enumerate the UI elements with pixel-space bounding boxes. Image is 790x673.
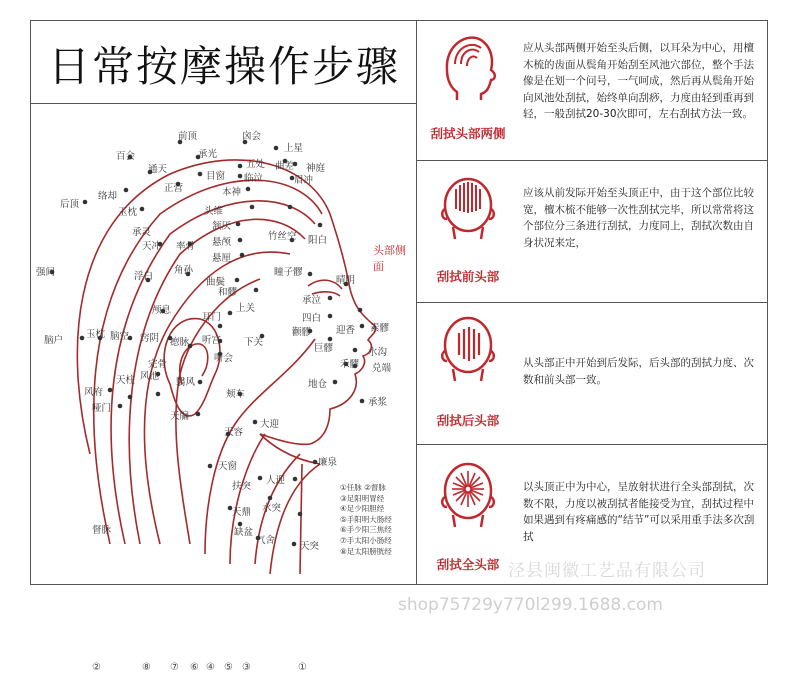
point-label: 通天 bbox=[148, 164, 168, 175]
legend-item: ⑦手太阳小肠经 bbox=[340, 535, 392, 545]
point-label: 天窗 bbox=[218, 461, 238, 472]
point-label: 四白 bbox=[302, 313, 322, 324]
point-label: 晴明 bbox=[336, 275, 356, 286]
point-label: 神庭 bbox=[306, 163, 326, 174]
point-label: 后顶 bbox=[60, 199, 80, 210]
point-label: 承灵 bbox=[132, 227, 152, 238]
page-title: 日常按摩操作步骤 bbox=[48, 42, 401, 91]
point-label: 临泣 bbox=[244, 173, 264, 184]
point-label: 竹丝空 bbox=[268, 231, 297, 242]
step-label: 刮拭前头部 bbox=[436, 269, 500, 284]
point-label: 听宫 bbox=[202, 335, 222, 346]
point-label: 悬厘 bbox=[212, 253, 232, 264]
point-label: 颧髎 bbox=[292, 327, 312, 338]
legend-item: ⑥手少阳三焦经 bbox=[340, 525, 392, 535]
point-label: 大迎 bbox=[260, 419, 280, 430]
point-label: 颅息 bbox=[152, 305, 172, 316]
bottom-number: ⑥ bbox=[190, 662, 199, 673]
point-label: 强间 bbox=[36, 267, 56, 278]
point-label: 头维 bbox=[204, 206, 224, 217]
bottom-number: ⑤ bbox=[224, 662, 233, 673]
point-label: 浮白 bbox=[134, 271, 154, 282]
head-front-icon bbox=[437, 175, 499, 243]
point-label: 廉泉 bbox=[318, 457, 338, 468]
legend-item: ⑤手阳明大肠经 bbox=[340, 514, 392, 524]
point-label: 天容 bbox=[224, 427, 244, 438]
step-text: 应该从前发际开始至头顶正中，由于这个部位比较宽，檀木梳不能够一次性刮拭完毕，所以常常将这个部位分三条进行刮拭，力度同上，刮拭次数由自身状况来定， bbox=[523, 187, 754, 249]
step-row-back bbox=[417, 303, 768, 445]
step-text: 从头部正中开始到后发际，后头部的刮拭力度、次数和前头部一致。 bbox=[523, 357, 754, 386]
point-label: 囟会 bbox=[242, 131, 262, 142]
step-text: 应从头部两侧开始至头后侧，以耳朵为中心，用檀木梳的齿面从鬓角开始刮至风池穴部位，整个手法像是在划一个问号，一气呵成，然后再从鬓角开始向风池处刮拭，始终单向刮痧，力度由轻到重再到轻，一般刮拭20-30次即可，左右刮拭方法一致。 bbox=[523, 42, 754, 120]
point-label: 络却 bbox=[98, 191, 118, 202]
point-label: 天牖 bbox=[170, 411, 190, 422]
point-label: 扶突 bbox=[232, 481, 252, 492]
head-acupoint-diagram bbox=[30, 104, 417, 673]
point-label: 承泣 bbox=[302, 295, 322, 306]
point-label: 角孙 bbox=[174, 265, 194, 276]
point-label: 人迎 bbox=[266, 475, 286, 486]
head-back-icon bbox=[437, 315, 499, 385]
point-label: 完骨 bbox=[148, 359, 168, 370]
point-label: 前顶 bbox=[178, 131, 198, 142]
point-label: 素髎 bbox=[370, 323, 390, 334]
legend-item: ⑧足太阳膀胱经 bbox=[340, 546, 392, 556]
point-label: 缺盆 bbox=[234, 527, 254, 538]
head-sides-icon bbox=[437, 30, 499, 102]
step-label: 刮拭头部两侧 bbox=[430, 126, 506, 141]
point-label: 曲鬓 bbox=[206, 277, 226, 288]
bottom-number: ⑦ bbox=[170, 662, 179, 673]
point-label: 五处 bbox=[246, 159, 266, 170]
step-row-sides bbox=[417, 20, 768, 161]
point-label: 颊车 bbox=[226, 389, 246, 400]
step-row-front bbox=[417, 161, 768, 303]
point-label: 巨髎 bbox=[314, 343, 334, 354]
legend-item: ①任脉 ②督脉 bbox=[340, 483, 386, 492]
point-label: 脑户 bbox=[44, 335, 64, 346]
point-label: 玉枕 bbox=[118, 207, 138, 218]
point-label: 承浆 bbox=[368, 397, 388, 408]
meridian-legend bbox=[340, 482, 392, 556]
point-label: 气舍 bbox=[256, 535, 276, 546]
point-label: 水沟 bbox=[368, 347, 388, 358]
point-label: 阳白 bbox=[308, 235, 328, 246]
point-label: 地仓 bbox=[308, 379, 328, 390]
bottom-number: ② bbox=[92, 662, 101, 673]
bottom-number: ④ bbox=[206, 662, 215, 673]
bottom-number: ① bbox=[298, 662, 307, 673]
point-label: 下关 bbox=[244, 337, 264, 348]
point-label: 天柱 bbox=[116, 375, 136, 386]
watermark-shop-url: shop75729y770l299.1688.com bbox=[398, 595, 663, 615]
point-label: 瘛脉 bbox=[170, 337, 190, 348]
bottom-number: ③ bbox=[242, 662, 251, 673]
point-label: 目窗 bbox=[206, 171, 226, 182]
point-label: 禾髎 bbox=[340, 359, 360, 370]
point-label: 和髎 bbox=[218, 287, 238, 298]
point-label: 风池 bbox=[140, 371, 160, 382]
point-label: 正营 bbox=[164, 183, 184, 194]
bottom-number: ⑧ bbox=[142, 662, 151, 673]
point-label: 脑空 bbox=[110, 331, 130, 342]
step-label: 刮拭后头部 bbox=[436, 413, 500, 428]
point-label: 兑端 bbox=[372, 363, 392, 374]
point-label: 天冲 bbox=[142, 241, 162, 252]
side-view-label: 头部侧面 bbox=[373, 244, 406, 273]
point-label: 本神 bbox=[222, 187, 242, 198]
step-text: 以头顶正中为中心，呈放射状进行全头部刮拭，次数不限，力度以被刮拭者能接受为宜，刮拭过程中如果遇到有疼痛感的“结节”可以采用重手法多次刮拭 bbox=[523, 481, 755, 543]
point-label: 承光 bbox=[198, 149, 218, 160]
point-label: 听会 bbox=[214, 353, 234, 364]
point-label: 天突 bbox=[300, 541, 320, 552]
point-label: 哑门 bbox=[92, 403, 112, 414]
legend-item: ④足少阳胆经 bbox=[340, 504, 385, 514]
point-label: 上关 bbox=[236, 303, 256, 314]
point-label: 耳门 bbox=[202, 312, 222, 323]
point-label: 颔厌 bbox=[212, 221, 232, 232]
point-label: 率骨 bbox=[176, 241, 196, 252]
point-label: 上星 bbox=[284, 143, 304, 154]
point-label: 迎香 bbox=[336, 325, 356, 336]
point-label: 悬颅 bbox=[212, 237, 232, 248]
point-label: 天鼎 bbox=[232, 507, 252, 518]
watermark-company: 泾县闽徽工艺品有限公司 bbox=[508, 561, 706, 581]
point-label: 玉枕 bbox=[86, 329, 106, 340]
point-label: 眉冲 bbox=[294, 175, 314, 186]
title-box bbox=[30, 20, 417, 104]
point-label: 瞳子髎 bbox=[274, 267, 303, 278]
head-full-icon bbox=[437, 461, 499, 533]
point-label: 水突 bbox=[262, 503, 282, 514]
legend-item: ③足阳明胃经 bbox=[340, 493, 385, 503]
point-label: 百会 bbox=[116, 151, 136, 162]
point-label: 窍阴 bbox=[140, 333, 160, 344]
point-label: 督脉 bbox=[92, 525, 112, 536]
point-label: 曲差 bbox=[275, 161, 295, 172]
point-label: 翳风 bbox=[176, 377, 196, 388]
point-label: 风府 bbox=[84, 387, 104, 398]
step-label: 刮拭全头部 bbox=[436, 557, 500, 572]
